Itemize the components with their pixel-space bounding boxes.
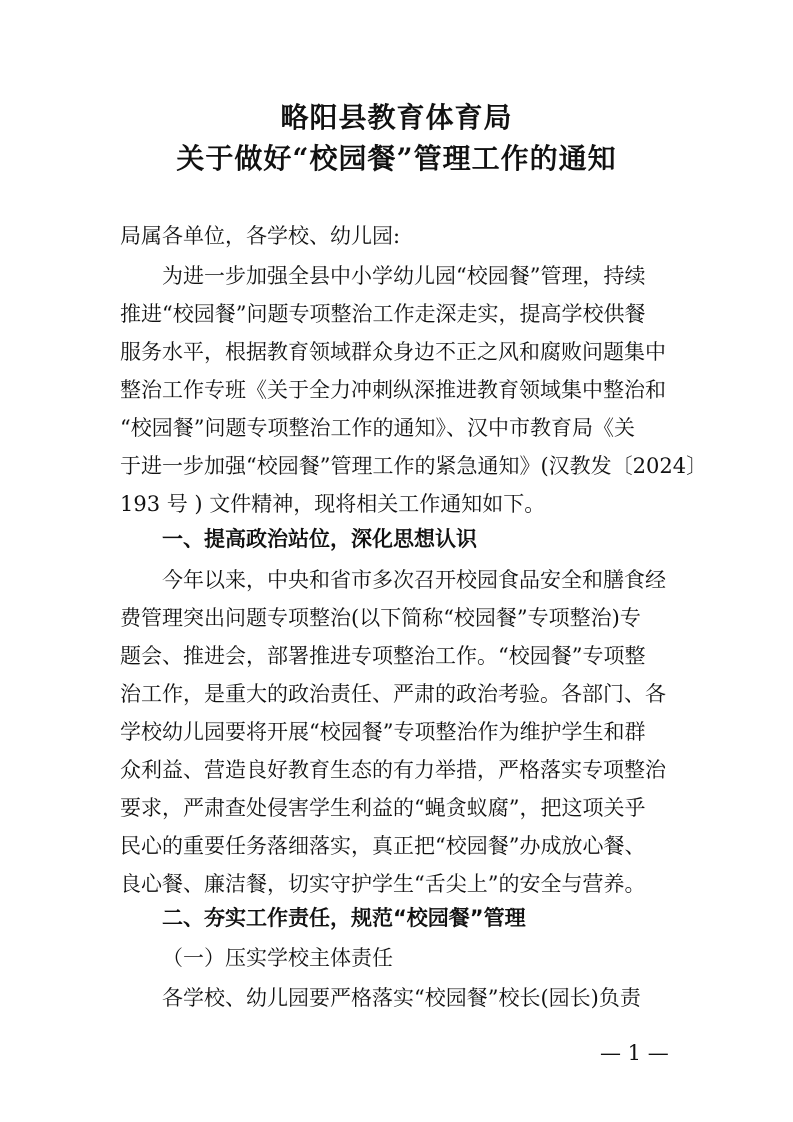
page-number: — 1 —	[600, 1041, 669, 1065]
paragraph-line: 良心餐、廉洁餐，切实守护学生“舌尖上”的安全与营养。	[120, 872, 646, 896]
paragraph-line: 整治工作专班《关于全力冲刺纵深推进教育领域集中整治和	[120, 378, 666, 402]
paragraph-line: 学校幼儿园要将开展“校园餐”专项整治作为维护学生和群	[120, 720, 646, 744]
title-line-1: 略阳县教育体育局	[280, 101, 513, 134]
paragraph-line: 为进一步加强全县中小学幼儿园“校园餐”管理，持续	[162, 264, 646, 288]
paragraph-line: 治工作，是重大的政治责任、严肃的政治考验。各部门、各	[120, 682, 666, 706]
paragraph-line: 服务水平，根据教育领域群众身边不正之风和腐败问题集中	[120, 340, 666, 364]
paragraph-line: 民心的重要任务落细落实，真正把“校园餐”办成放心餐、	[120, 834, 646, 858]
paragraph-line: 于进一步加强“校园餐”管理工作的紧急通知》(汉教发〔2024〕	[120, 454, 708, 478]
section-heading-1: 一、提高政治站位，深化思想认识	[162, 527, 477, 551]
paragraph-line: 题会、推进会，部署推进专项整治工作。“校园餐”专项整	[120, 644, 646, 668]
paragraph-line: 推进“校园餐”问题专项整治工作走深走实，提高学校供餐	[120, 302, 646, 326]
paragraph-line: 众利益、营造良好教育生态的有力举措，严格落实专项整治	[120, 758, 666, 782]
section-heading-2: 二、夯实工作责任，规范“校园餐”管理	[162, 906, 526, 930]
paragraph-line: 费管理突出问题专项整治(以下简称“校园餐”专项整治)专	[120, 606, 641, 630]
paragraph-line: 193 号 ) 文件精神，现将相关工作通知如下。	[120, 492, 546, 516]
subsection-heading-2-1: （一）压实学校主体责任	[162, 946, 393, 970]
title-line-2: 关于做好“校园餐”管理工作的通知	[176, 142, 617, 175]
salutation: 局属各单位，各学校、幼儿园:	[120, 224, 401, 248]
paragraph-line: 今年以来，中央和省市多次召开校园食品安全和膳食经	[162, 568, 666, 592]
paragraph-line: 各学校、幼儿园要严格落实“校园餐”校长(园长)负责	[162, 986, 641, 1010]
paragraph-line: “校园餐”问题专项整治工作的通知》、汉中市教育局《关	[120, 416, 635, 440]
paragraph-line: 要求，严肃查处侵害学生利益的“蝇贪蚁腐”，把这项关乎	[120, 796, 646, 820]
